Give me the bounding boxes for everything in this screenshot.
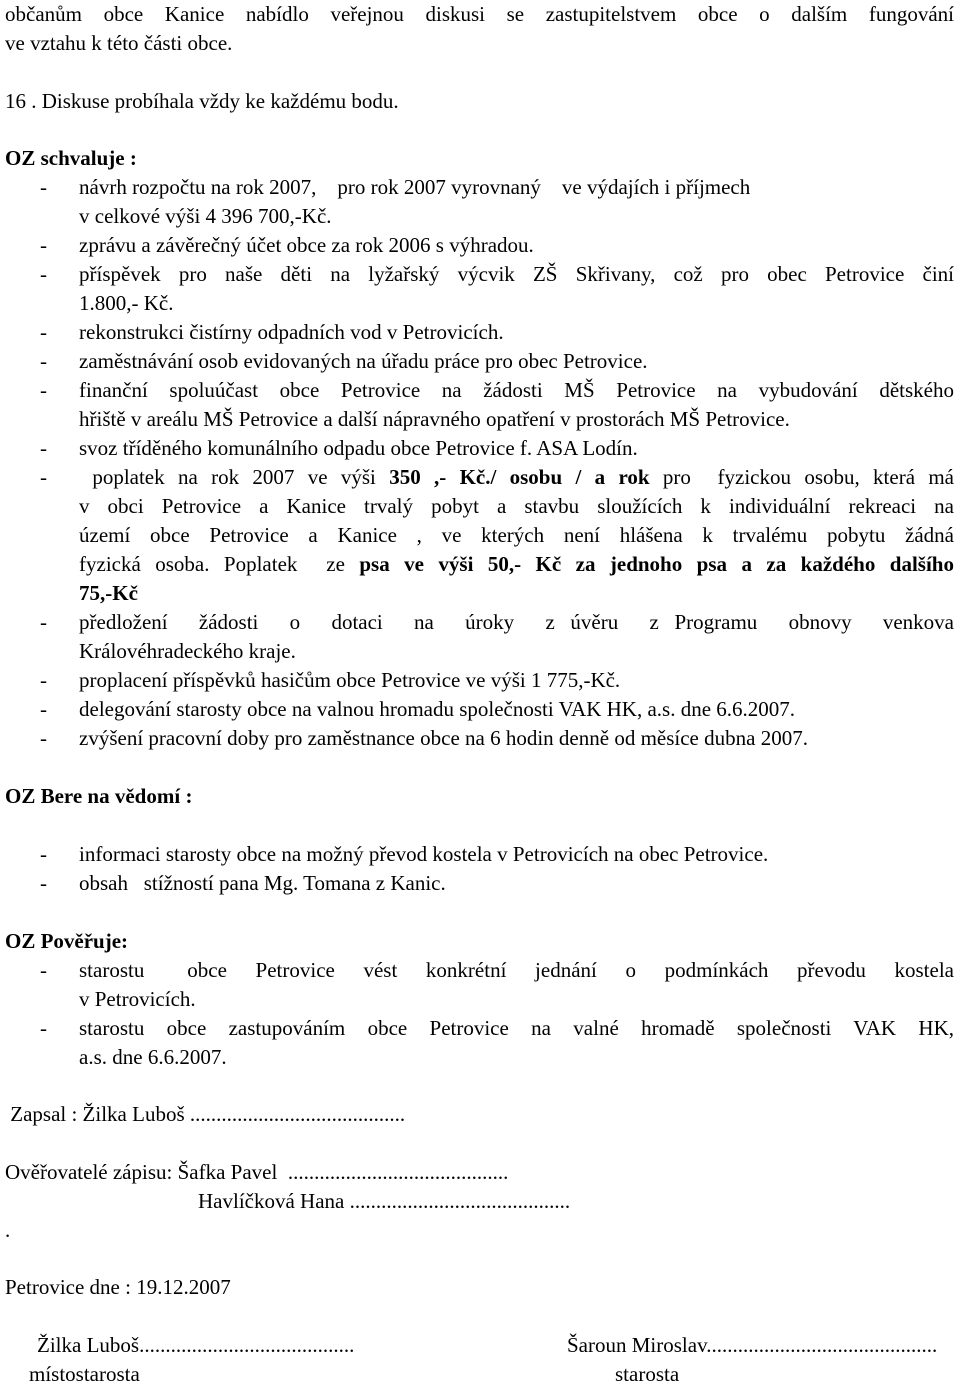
item-line: obsah stížností pana Mg. Tomana z Kanic.	[79, 871, 446, 895]
item-line: svoz tříděného komunálního odpadu obce Petrovice f. ASA Lodín.	[79, 436, 638, 460]
bullet-dash: -	[40, 465, 47, 489]
item-line: starostu obce zastupováním obce Petrovice na valné hromadě společnosti VAK HK,	[79, 1016, 954, 1040]
verifiers-line-2: Havlíčková Hana ..........................................	[198, 1189, 571, 1213]
bullet-dash: -	[40, 871, 47, 895]
bullet-dash: -	[40, 320, 47, 344]
intro-line-2: ve vztahu k této části obce.	[5, 31, 233, 55]
item-line: informaci starosty obce na možný převod kostela v Petrovicích na obec Petrovice.	[79, 842, 769, 866]
fee-line-1	[79, 467, 954, 488]
item-line: zvýšení pracovní doby pro zaměstnance obce na 6 hodin denně od měsíce dubna 2007.	[79, 726, 808, 750]
notes-heading: OZ Bere na vědomí :	[5, 784, 193, 808]
item-line: předložení žádosti o dotaci na úroky z úvěru z Programu obnovy venkova	[79, 610, 954, 634]
item-line: 1.800,- Kč.	[79, 291, 174, 315]
item-line: delegování starosty obce na valnou hromadu společnosti VAK HK, a.s. dne 6.6.2007.	[79, 697, 796, 721]
signature-right-role: starosta	[615, 1362, 680, 1386]
item-line: návrh rozpočtu na rok 2007, pro rok 2007 vyrovnaný ve výdajích i příjmech	[79, 175, 751, 199]
item-line: příspěvek pro naše děti na lyžařský výcvik ZŠ Skřivany, což pro obec Petrovice činí	[79, 262, 954, 286]
bullet-dash: -	[40, 697, 47, 721]
intro-line-1: občanům obce Kanice nabídlo veřejnou diskusi se zastupitelstvem obce o dalším fungování	[5, 2, 954, 26]
bullet-dash: -	[40, 349, 47, 373]
item-line: a.s. dne 6.6.2007.	[79, 1045, 227, 1069]
place-date-line: Petrovice dne : 19.12.2007	[5, 1275, 231, 1299]
item-line: finanční spoluúčast obce Petrovice na žádosti MŠ Petrovice na vybudování dětského	[79, 378, 954, 402]
fee-amount: 350 ,- Kč./ osobu / a rok	[389, 465, 650, 489]
bullet-dash: -	[40, 233, 47, 257]
item-line: Královéhradeckého kraje.	[79, 639, 296, 663]
item-line: v Petrovicích.	[79, 987, 196, 1011]
recorder-line: Zapsal : Žilka Luboš .........................................	[5, 1102, 406, 1126]
bullet-dash: -	[40, 610, 47, 634]
signature-left-role: místostarosta	[29, 1362, 140, 1386]
authorizes-heading: OZ Pověřuje:	[5, 929, 129, 953]
item-line: zprávu a závěrečný účet obce za rok 2006 s výhradou.	[79, 233, 534, 257]
bullet-dash: -	[40, 668, 47, 692]
dog-fee: psa ve výši 50,- Kč za jednoho psa a za každého dalšího	[359, 552, 954, 576]
item-line: zaměstnávání osob evidovaných na úřadu práce pro obec Petrovice.	[79, 349, 648, 373]
discussion-line: 16 . Diskuse probíhala vždy ke každému bodu.	[5, 89, 399, 113]
bullet-dash: -	[40, 958, 47, 982]
item-line: v celkové výši 4 396 700,-Kč.	[79, 204, 332, 228]
bullet-dash: -	[40, 262, 47, 286]
fee-line-3: území obce Petrovice a Kanice , ve kterých není hlášena k trvalému pobytu žádná	[79, 523, 954, 547]
bullet-dash: -	[40, 1016, 47, 1040]
fee-line-4	[79, 554, 954, 575]
bullet-dash: -	[40, 726, 47, 750]
item-line: starostu obce Petrovice vést konkrétní jednání o podmínkách převodu kostela	[79, 958, 954, 982]
signature-left-name: Žilka Luboš.........................................	[37, 1333, 355, 1357]
item-line: hřiště v areálu MŠ Petrovice a další nápravného opatření v prostorách MŠ Petrovice.	[79, 407, 790, 431]
item-line: proplacení příspěvků hasičům obce Petrovice ve výši 1 775,-Kč.	[79, 668, 621, 692]
fee-text: poplatek na rok 2007 ve výši	[79, 465, 390, 489]
bullet-dash: -	[40, 842, 47, 866]
signature-right-name: Šaroun Miroslav............................................	[567, 1333, 938, 1357]
bullet-dash: -	[40, 175, 47, 199]
verifiers-line-1: Ověřovatelé zápisu: Šafka Pavel ..........................................	[5, 1160, 509, 1184]
fee-text: pro fyzickou osobu, která má	[649, 465, 955, 489]
item-line: rekonstrukci čistírny odpadních vod v Petrovicích.	[79, 320, 504, 344]
stray-dot: .	[5, 1218, 11, 1242]
fee-line-2: v obci Petrovice a Kanice trvalý pobyt a stavbu sloužících k individuální rekreaci na	[79, 494, 954, 518]
approves-heading: OZ schvaluje :	[5, 146, 137, 170]
bullet-dash: -	[40, 378, 47, 402]
fee-text: fyzická osoba. Poplatek ze	[79, 552, 360, 576]
fee-line-5: 75,-Kč	[79, 581, 138, 605]
bullet-dash: -	[40, 436, 47, 460]
